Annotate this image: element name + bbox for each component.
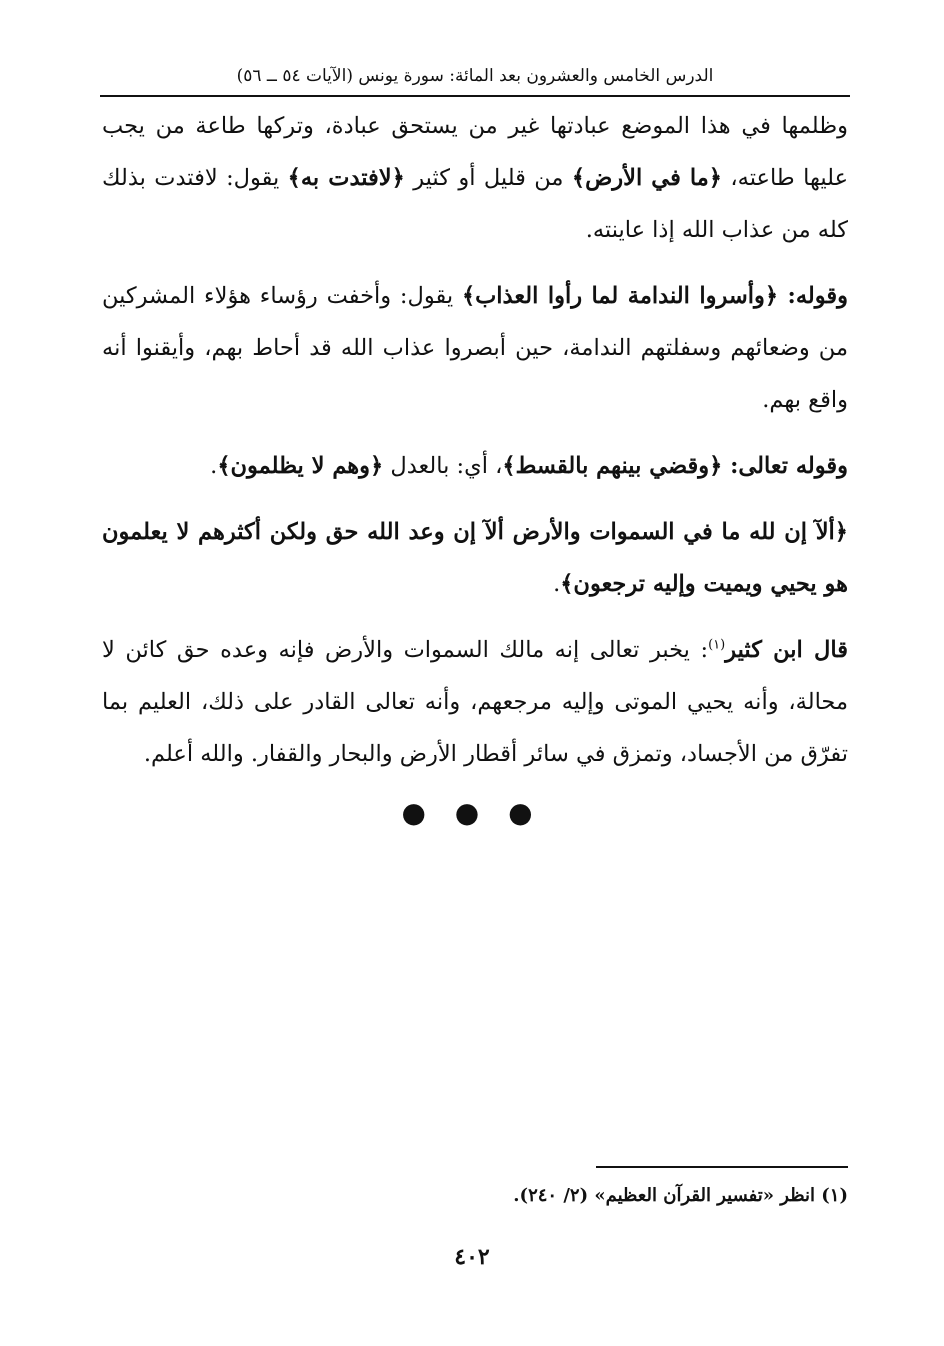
quran-quote: ﴿وهم لا يظلمون﴾: [217, 453, 384, 479]
paragraph-2-text-1: يقول: وأخفت رؤساء هؤلاء المشركين من وضعائهم وسفلتهم الندامة، حين أبصروا عذاب الله قد أحاط بهم، وأيقنوا أنه واقع بهم.: [102, 283, 848, 413]
paragraph-3-text-2: .: [210, 453, 218, 479]
running-header: الدرس الخامس والعشرون بعد المائة: سورة يونس (الآيات ٥٤ ــ ٥٦): [236, 66, 714, 86]
header-divider: [100, 95, 850, 97]
quran-quote: ﴿وأسروا الندامة لما رأوا العذاب﴾: [461, 283, 779, 309]
paragraph-1-text-1: وظلمها في هذا الموضع عبادتها غير من يستحق عبادة، وتركها طاعة من يجب عليها طاعته،: [102, 113, 848, 191]
section-separator: ● ● ●: [401, 796, 543, 829]
paragraph-2-lead: وقوله:: [778, 283, 848, 309]
paragraph-4-text-1: .: [553, 571, 561, 597]
paragraph-3: [102, 440, 848, 492]
quran-verse: ﴿ألآ إن لله ما في السموات والأرض ألآ إن وعد الله حق ولكن أكثرهم لا يعلمون هو يحيي ويميت وإليه ترجعون﴾: [102, 519, 848, 597]
quran-quote: ﴿ما في الأرض﴾: [571, 165, 722, 191]
quran-quote: ﴿وقضي بينهم بالقسط﴾: [502, 453, 723, 479]
paragraph-3-text-1: ، أي: بالعدل: [383, 453, 503, 479]
paragraph-5-text-1: : يخبر تعالى إنه مالك السموات والأرض فإنه وعده حق كائن لا محالة، وأنه يحيي الموتى وإليه مرجعهم، وأنه تعالى القادر على ذلك، العليم بما تفرّق من الأجساد، وتمزق في سائر أقطار الأرض والبحار والقفار. والله أعلم.: [102, 637, 848, 767]
paragraph-1-text-3: يقول: لافتدت بذلك كله من عذاب الله إذا عاينته.: [102, 165, 848, 243]
quran-quote: ﴿لافتدت به﴾: [287, 165, 405, 191]
paragraph-spacer: [102, 426, 848, 440]
paragraph-spacer: [102, 492, 848, 506]
paragraph-3-lead: وقوله تعالى:: [722, 453, 848, 479]
paragraph-4: [102, 506, 848, 610]
paragraph-1-text-2: من قليل أو كثير: [404, 165, 572, 191]
footnote: (١) انظر «تفسير القرآن العظيم» (٢/ ٢٤٠).: [513, 1185, 848, 1206]
paragraph-spacer: [102, 256, 848, 270]
paragraph-5-lead: قال ابن كثير: [725, 637, 848, 663]
paragraph-2: [102, 270, 848, 426]
paragraph-spacer: [102, 610, 848, 624]
paragraph-1: [102, 100, 848, 256]
paragraph-5: [102, 624, 848, 780]
main-text: [102, 100, 848, 780]
footnote-reference[interactable]: (١): [708, 637, 726, 653]
footnote-divider: [596, 1166, 848, 1168]
page-number: ٤٠٢: [454, 1244, 490, 1270]
